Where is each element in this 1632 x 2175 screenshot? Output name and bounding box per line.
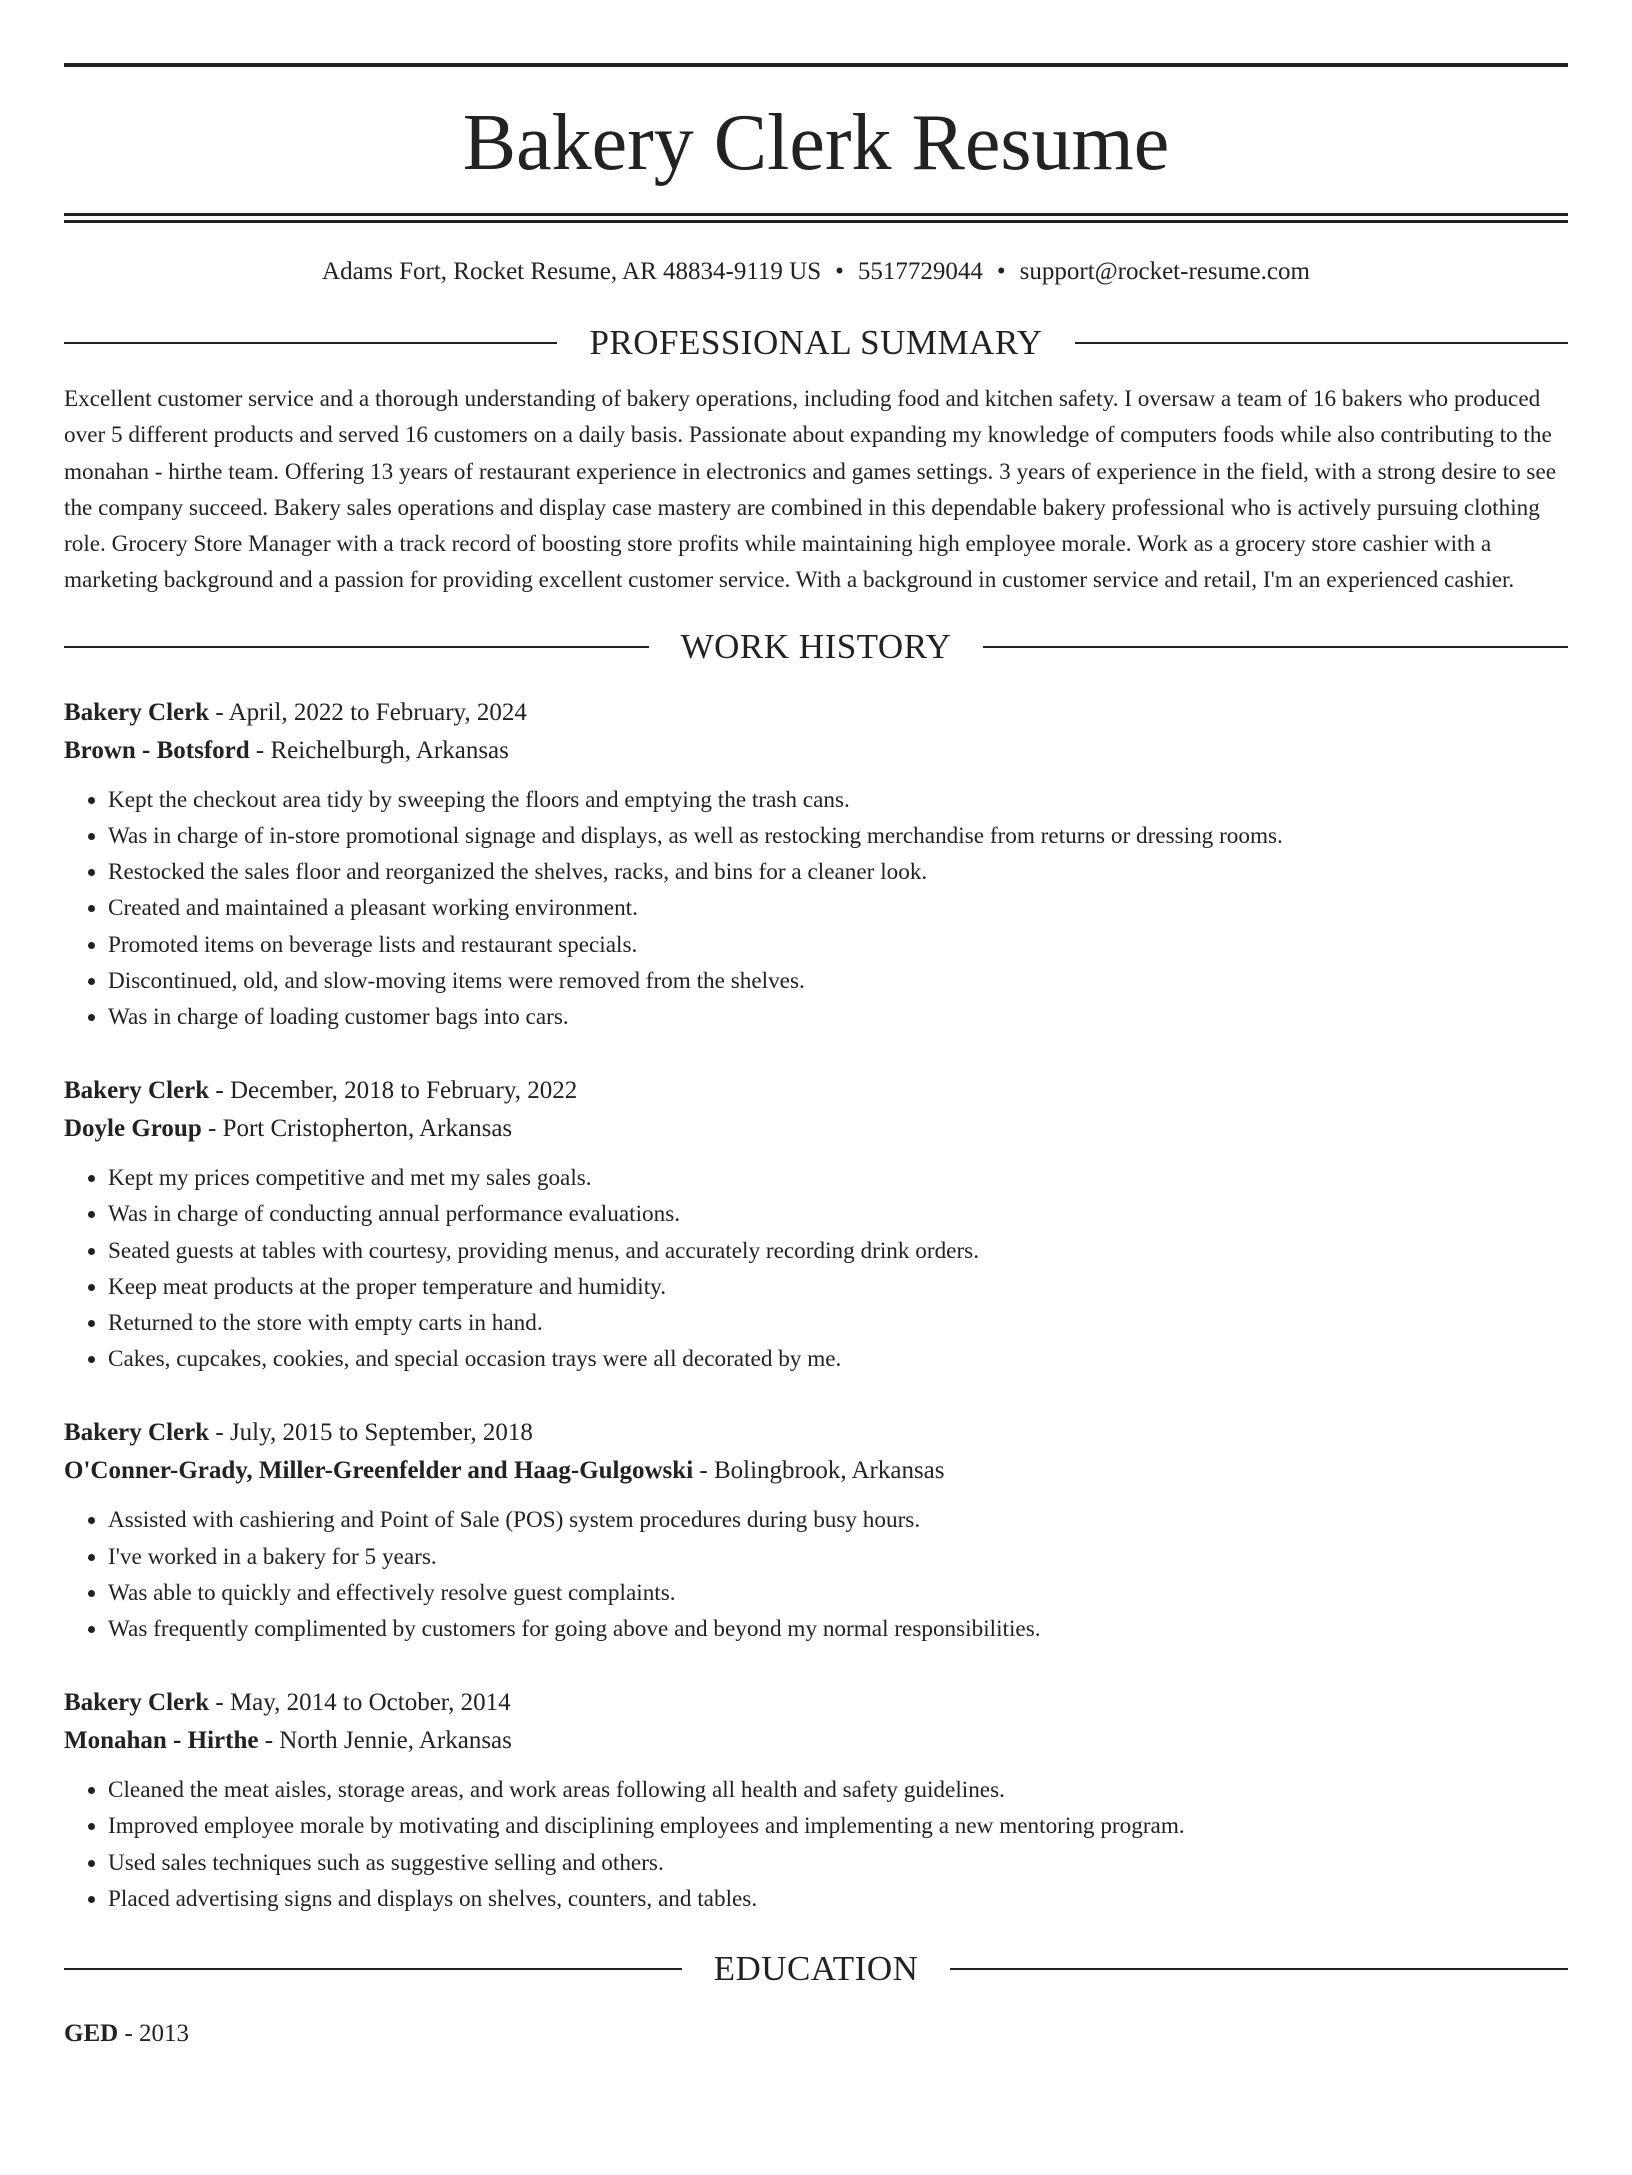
contact-line xyxy=(64,256,1568,288)
job-dates: - April, 2022 to February, 2024 xyxy=(209,698,527,726)
job-title-line xyxy=(64,694,1568,732)
title-double-rule xyxy=(64,213,1568,223)
job-bullet: • Keep meat products at the proper temperature and humidity. xyxy=(108,1269,1568,1305)
job-company-line xyxy=(64,1722,1568,1760)
job-dates: - May, 2014 to October, 2014 xyxy=(209,1689,511,1717)
education-heading-label: EDUCATION xyxy=(713,1949,919,1989)
resume-title: Bakery Clerk Resume xyxy=(462,99,1170,187)
job-title: Bakery Clerk xyxy=(64,698,210,726)
job-bullet: • Placed advertising signs and displays on shelves, counters, and tables. xyxy=(108,1881,1568,1917)
job-bullet: • Promoted items on beverage lists and restaurant specials. xyxy=(108,927,1568,963)
education-section-heading xyxy=(64,1949,1568,1989)
work-heading-label: WORK HISTORY xyxy=(680,626,952,666)
job-dates: - December, 2018 to February, 2022 xyxy=(209,1077,578,1105)
contact-separator: • xyxy=(996,258,1006,285)
heading-rule-left xyxy=(64,342,557,344)
job-bullet: • Kept the checkout area tidy by sweeping the floors and emptying the trash cans. xyxy=(108,782,1568,818)
summary-section-heading xyxy=(64,323,1568,363)
top-rule xyxy=(64,63,1568,67)
job-bullets xyxy=(64,1772,1568,1917)
job-entry xyxy=(64,694,1568,1035)
job-bullet: • Restocked the sales floor and reorganized the shelves, racks, and bins for a cleaner look. xyxy=(108,854,1568,890)
contact-separator: • xyxy=(835,258,844,285)
job-bullet: • Improved employee morale by motivating and disciplining employees and implementing a new mentoring program. xyxy=(108,1808,1568,1844)
job-title-line xyxy=(64,1414,1568,1452)
job-bullet: • Kept my prices competitive and met my sales goals. xyxy=(108,1160,1568,1196)
job-bullet: • Discontinued, old, and slow-moving items were removed from the shelves. xyxy=(108,963,1568,999)
job-location: - Bolingbrook, Arkansas xyxy=(693,1457,945,1485)
job-location: - Port Cristopherton, Arkansas xyxy=(201,1115,513,1143)
job-title: Bakery Clerk xyxy=(64,1419,210,1447)
contact-address: Adams Fort, Rocket Resume, AR 48834-9119 US xyxy=(322,258,822,285)
resume-page xyxy=(0,63,1632,2175)
job-bullet: • Cakes, cupcakes, cookies, and special occasion trays were all decorated by me. xyxy=(108,1341,1568,1377)
job-bullets xyxy=(64,1160,1568,1377)
heading-rule-right xyxy=(1075,342,1568,344)
work-section-heading xyxy=(64,627,1568,667)
job-bullet: • Was in charge of in-store promotional signage and displays, as well as restocking merchandise from returns or dressing rooms. xyxy=(108,818,1568,854)
education-year: - 2013 xyxy=(118,2020,190,2048)
job-company-line xyxy=(64,732,1568,770)
job-bullet: • Was able to quickly and effectively resolve guest complaints. xyxy=(108,1575,1568,1611)
job-company: Doyle Group xyxy=(64,1115,202,1143)
job-location: - Reichelburgh, Arkansas xyxy=(249,736,509,764)
job-title-line xyxy=(64,1072,1568,1110)
job-bullet: • Was in charge of loading customer bags into cars. xyxy=(108,999,1568,1035)
job-title-line xyxy=(64,1684,1568,1722)
job-entry xyxy=(64,1414,1568,1647)
summary-heading-label: PROFESSIONAL SUMMARY xyxy=(589,323,1043,362)
job-location: - North Jennie, Arkansas xyxy=(258,1727,512,1755)
job-bullet: • I've worked in a bakery for 5 years. xyxy=(108,1539,1568,1575)
job-bullet: • Created and maintained a pleasant working environment. xyxy=(108,890,1568,926)
job-bullets xyxy=(64,782,1568,1035)
contact-email: support@rocket-resume.com xyxy=(1019,258,1310,285)
job-dates: - July, 2015 to September, 2018 xyxy=(209,1419,533,1447)
contact-phone: 5517729044 xyxy=(857,258,983,285)
job-company: O'Conner-Grady, Miller-Greenfelder and Haag-Gulgowski xyxy=(64,1457,694,1485)
job-bullet: • Cleaned the meat aisles, storage areas, and work areas following all health and safety guidelines. xyxy=(108,1772,1568,1808)
job-bullet: • Used sales techniques such as suggestive selling and others. xyxy=(108,1845,1568,1881)
job-title: Bakery Clerk xyxy=(64,1689,210,1717)
job-bullets xyxy=(64,1502,1568,1647)
heading-rule-left xyxy=(64,646,649,648)
job-entry xyxy=(64,1684,1568,1917)
professional-summary-text: Excellent customer service and a thorough understanding of bakery operations, including food and kitchen safety. I oversaw a team of 16 bakers who produced over 5 different products and served 16 customers on a daily basis. Passionate about expanding my knowledge of computers foods while also contributing to the monahan - hirthe team. Offering 13 years of restaurant experience in electronics and games settings. 3 years of experience in the field, with a strong desire to see the company succeed. Bakery sales operations and display case mastery are combined in this dependable bakery professional who is actively pursuing clothing role. Grocery Store Manager with a track record of boosting store profits while maintaining high employee morale. Work as a grocery store cashier with a marketing background and a passion for providing excellent customer service. With a background in customer service and retail, I'm an experienced cashier. xyxy=(64,386,1557,594)
heading-rule-left xyxy=(64,1968,682,1970)
job-title: Bakery Clerk xyxy=(64,1077,210,1105)
education-degree: GED xyxy=(64,2020,119,2048)
heading-rule-right xyxy=(950,1968,1568,1970)
education-entry xyxy=(64,2015,1568,2053)
job-company: Brown - Botsford xyxy=(64,736,250,764)
job-entry xyxy=(64,1072,1568,1377)
job-company-line xyxy=(64,1110,1568,1148)
job-bullet: • Assisted with cashiering and Point of Sale (POS) system procedures during busy hours. xyxy=(108,1502,1568,1538)
job-company: Monahan - Hirthe xyxy=(64,1727,259,1755)
job-bullet: • Was in charge of conducting annual performance evaluations. xyxy=(108,1196,1568,1232)
heading-rule-right xyxy=(983,646,1568,648)
job-bullet: • Returned to the store with empty carts in hand. xyxy=(108,1305,1568,1341)
job-bullet: • Was frequently complimented by customers for going above and beyond my normal responsibilities. xyxy=(108,1611,1568,1647)
job-bullet: • Seated guests at tables with courtesy, providing menus, and accurately recording drink orders. xyxy=(108,1233,1568,1269)
job-company-line xyxy=(64,1452,1568,1490)
